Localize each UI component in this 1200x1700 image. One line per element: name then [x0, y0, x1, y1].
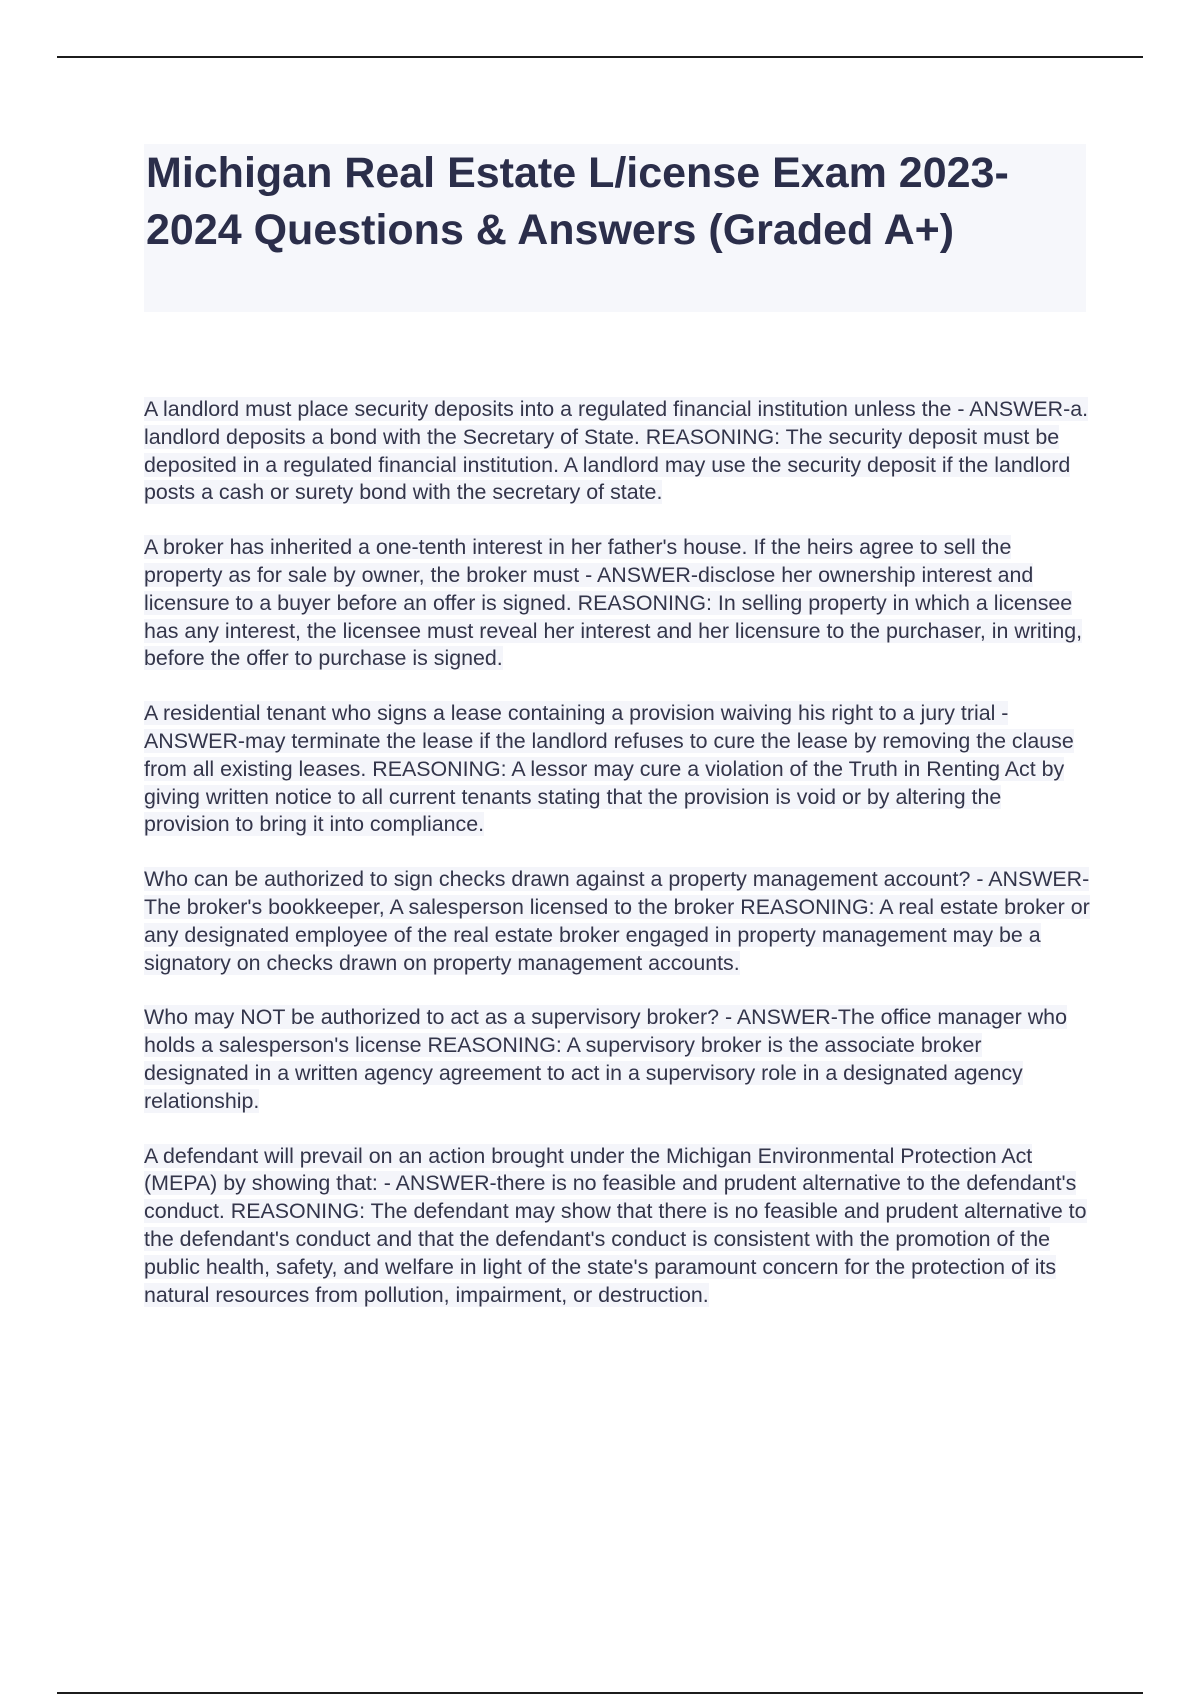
qa-entry-text: Who can be authorized to sign checks drawn against a property management account? - ANSWER-The broker's bookkeeper, A salesperson licensed to the broker REASONING: A real estate broker or any designated employee of the real estate broker engaged in property management may be a signatory on checks drawn on property management accounts.	[144, 867, 1090, 975]
qa-entry	[144, 866, 1092, 977]
qa-entry-text: A residential tenant who signs a lease containing a provision waiving his right to a jury trial - ANSWER-may terminate the lease if the landlord refuses to cure the lease by removing the clause from all existing leases. REASONING: A lessor may cure a violation of the Truth in Renting Act by giving written notice to all current tenants stating that the provision is void or by altering the provision to bring it into compliance.	[144, 701, 1074, 837]
qa-entry-text: A defendant will prevail on an action brought under the Michigan Environmental Protection Act (MEPA) by showing that: - ANSWER-there is no feasible and prudent alternative to the defendant's conduct. REASONING: The defendant may show that there is no feasible and prudent alternative to the defendant's conduct and that the defendant's conduct is consistent with the promotion of the public health, safety, and welfare in light of the state's paramount concern for the protection of its natural resources from pollution, impairment, or destruction.	[144, 1143, 1087, 1307]
qa-entry	[144, 700, 1092, 839]
qa-entry	[144, 534, 1092, 673]
qa-entry-text: A landlord must place security deposits into a regulated financial institution unless the - ANSWER-a. landlord deposits a bond with the Secretary of State. REASONING: The security deposit must be deposited in a regulated financial institution. A landlord may use the security deposit if the landlord posts a cash or surety bond with the secretary of state.	[144, 397, 1089, 505]
document-title: Michigan Real Estate L/icense Exam 2023-2024 Questions & Answers (Graded A+)	[146, 149, 1009, 254]
header-rule	[57, 56, 1143, 58]
qa-entry-text: Who may NOT be authorized to act as a supervisory broker? - ANSWER-The office manager who holds a salesperson's license REASONING: A supervisory broker is the associate broker designated in a written agency agreement to act in a supervisory role in a designated agency relationship.	[144, 1005, 1067, 1113]
qa-entry	[144, 1004, 1092, 1115]
qa-entry	[144, 1143, 1092, 1310]
footer-rule	[57, 1692, 1143, 1694]
title-block	[144, 144, 1086, 312]
qa-entry	[144, 396, 1092, 507]
qa-list	[144, 396, 1092, 1336]
qa-entry-text: A broker has inherited a one-tenth interest in her father's house. If the heirs agree to sell the property as for sale by owner, the broker must - ANSWER-disclose her ownership interest and licensure to a buyer before an offer is signed. REASONING: In selling property in which a licensee has any interest, the licensee must reveal her interest and her licensure to the purchaser, in writing, before the offer to purchase is signed.	[144, 535, 1083, 671]
